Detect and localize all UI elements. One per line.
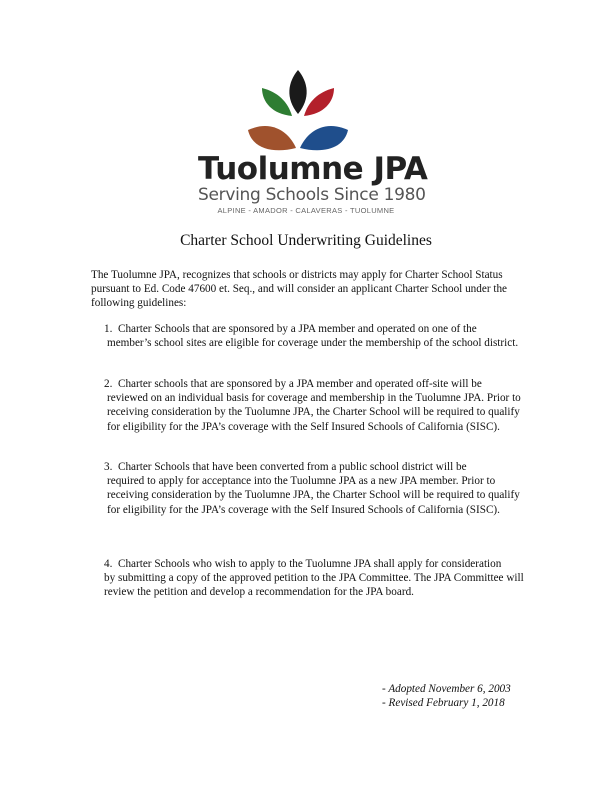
intro-paragraph: The Tuolumne JPA, recognizes that schools or districts may apply for Charter School Status pursuant to Ed. Code 47600 et. Seq., and will consider an applicant Charter School under the following guidelines: — [91, 269, 508, 310]
counties-line: ALPINE - AMADOR - CALAVERAS - TUOLUMNE — [217, 206, 395, 215]
guideline-item-3 — [91, 460, 531, 517]
item-text-first: Charter Schools that are sponsored by a JPA member and operated on one of the — [117, 323, 477, 335]
item-text-first: Charter Schools that have been converted from a public school district will be — [117, 461, 467, 473]
lotus-flower-icon — [188, 68, 424, 152]
item-number: 3. — [104, 461, 113, 473]
org-name: Tuolumne JPA — [198, 151, 428, 187]
item-text-first: Charter Schools who wish to apply to the Tuolumne JPA shall apply for consideration — [117, 558, 502, 570]
item-number: 4. — [104, 558, 113, 570]
tuolumne-jpa-logo — [188, 68, 428, 218]
guideline-item-2 — [91, 377, 531, 434]
signoff-block — [382, 682, 542, 710]
document-title: Charter School Underwriting Guidelines — [180, 232, 432, 249]
item-number: 1. — [104, 323, 113, 335]
tagline: Serving Schools Since 1980 — [198, 185, 426, 205]
item-text-rest: member’s school sites are eligible for coverage under the membership of the school district. — [107, 337, 519, 350]
item-text-rest: reviewed on an individual basis for coverage and membership in the Tuolumne JPA. Prior to receiving consideration by the Tuolumne JPA, the Charter School will be required to qualify for eligibility for the JPA’s coverage with the Self Insured Schools of California (SISC). — [107, 392, 521, 433]
item-text-rest: required to apply for acceptance into the Tuolumne JPA as a new JPA member. Prior to receiving consideration by the Tuolumne JPA, the Charter School will be required to qualify for eligibility for the JPA’s coverage with the Self Insured Schools of California (SISC). — [107, 475, 520, 516]
item-text-first: Charter schools that are sponsored by a JPA member and operated off-site will be — [117, 378, 482, 390]
guideline-item-4 — [91, 557, 531, 600]
adopted-date: - Adopted November 6, 2003 — [382, 683, 511, 695]
guideline-item-1 — [91, 322, 531, 350]
item-number: 2. — [104, 378, 113, 390]
revised-date: - Revised February 1, 2018 — [382, 697, 505, 710]
item-text-rest: by submitting a copy of the approved petition to the JPA Committee. The JPA Committee will review the petition and develop a recommendation for the JPA board. — [104, 572, 524, 599]
